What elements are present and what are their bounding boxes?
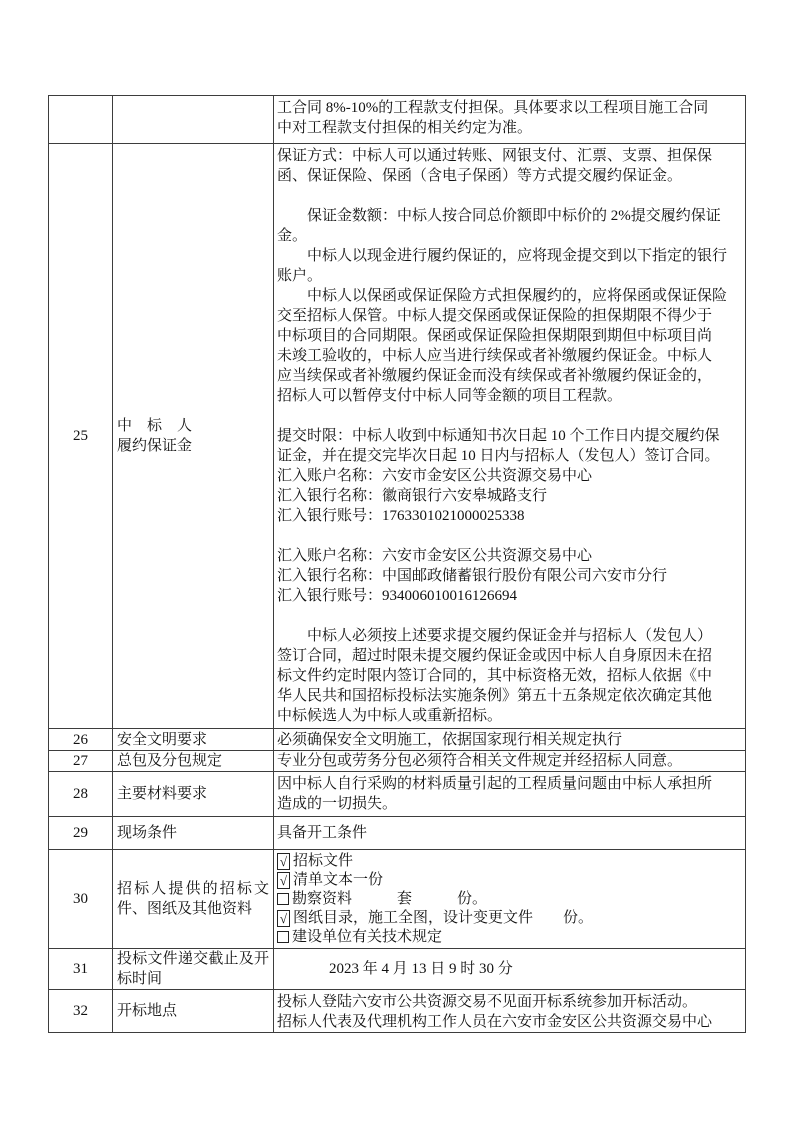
row-label-cell: 投标文件递交截止及开标时间 bbox=[113, 949, 274, 990]
text-line bbox=[277, 186, 742, 206]
row-label-cell: 开标地点 bbox=[113, 990, 274, 1033]
text-line: 未竣工验收的，中标人应当进行续保或者补缴履约保证金。中标人 bbox=[277, 348, 713, 364]
text-line: 签订合同，超过时限未提交履约保证金或因中标人自身原因未在招 bbox=[277, 648, 713, 664]
row-label-cell: 招标人提供的招标文件、图纸及其他资料 bbox=[113, 850, 274, 949]
row-content-cell: 2023 年 4 月 13 日 9 时 30 分 bbox=[274, 949, 746, 990]
text-line: 中 标 人 bbox=[117, 418, 193, 434]
row-number-cell: 26 bbox=[49, 729, 113, 751]
table-row-28 bbox=[49, 772, 746, 817]
table-row-29 bbox=[49, 817, 746, 850]
table-row-32 bbox=[49, 990, 746, 1033]
row-label-cell: 安全文明要求 bbox=[113, 729, 274, 751]
text-line: 因中标人自行采购的材料质量引起的工程质量问题由中标人承担所 bbox=[277, 776, 713, 792]
checklist-item bbox=[277, 871, 742, 890]
checkbox-checked-icon: √ bbox=[277, 872, 290, 889]
text-line: 汇入银行账号：1763301021000025338 bbox=[277, 508, 525, 524]
text-line: 中标人必须按上述要求提交履约保证金并与招标人（发包人） bbox=[277, 628, 713, 644]
text-line: 中标项目的合同期限。保函或保证保险担保期限到期但中标项目尚 bbox=[277, 328, 713, 344]
text-line: 中标人以现金进行履约保证的，应将现金提交到以下指定的银行 bbox=[277, 248, 728, 264]
checklist-item-label: 招标文件 bbox=[293, 853, 354, 869]
checklist-item bbox=[277, 852, 742, 871]
row-content-cell: 具备开工条件 bbox=[274, 817, 746, 850]
text-line: 证金，并在提交完毕次日起 10 日内与招标人（发包人）签订合同。 bbox=[277, 448, 720, 464]
text-line: 投标人登陆六安市公共资源交易不见面开标系统参加开标活动。 bbox=[277, 994, 698, 1010]
text-line: 汇入账户名称：六安市金安区公共资源交易中心 bbox=[277, 468, 593, 484]
text-line bbox=[277, 526, 742, 546]
row-label-cell: 现场条件 bbox=[113, 817, 274, 850]
text-line: 中标候选人为中标人或重新招标。 bbox=[277, 708, 503, 724]
checklist-item bbox=[277, 928, 742, 947]
text-line: 账户。 bbox=[277, 268, 323, 284]
text-line: 汇入银行名称：中国邮政储蓄银行股份有限公司六安市分行 bbox=[277, 568, 668, 584]
table-row-continuation bbox=[49, 96, 746, 144]
text-line: 工合同 8%-10%的工程款支付担保。具体要求以工程项目施工合同 bbox=[277, 100, 709, 116]
row-content-cell: 必须确保安全文明施工，依据国家现行相关规定执行 bbox=[274, 729, 746, 751]
text-line: 中对工程款支付担保的相关约定为准。 bbox=[277, 120, 533, 136]
checkbox-unchecked-icon bbox=[277, 931, 289, 943]
checkbox-unchecked-icon bbox=[277, 893, 289, 905]
row-number-cell: 29 bbox=[49, 817, 113, 850]
row-number-cell: 30 bbox=[49, 850, 113, 949]
row-label-cell bbox=[113, 96, 274, 144]
table-row-25 bbox=[49, 144, 746, 729]
text-line: 金。 bbox=[277, 228, 308, 244]
checkbox-checked-icon: √ bbox=[277, 910, 290, 927]
row-label-cell: 总包及分包规定 bbox=[113, 751, 274, 772]
checkbox-checked-icon: √ bbox=[277, 853, 290, 870]
row-number-cell: 32 bbox=[49, 990, 113, 1033]
text-line: 交至招标人保管。中标人提交保函或保证保险的担保期限不得少于 bbox=[277, 308, 713, 324]
text-line: 汇入银行账号：934006010016126694 bbox=[277, 588, 518, 604]
text-line: 华人民共和国招标投标法实施条例》第五十五条规定依次确定其他 bbox=[277, 688, 713, 704]
text-line: 造成的一切损失。 bbox=[277, 796, 398, 812]
row-content-cell bbox=[274, 850, 746, 949]
text-line: 函、保证保险、保函（含电子保函）等方式提交履约保证金。 bbox=[277, 168, 683, 184]
row-content-cell bbox=[274, 772, 746, 817]
row-number-cell: 25 bbox=[49, 144, 113, 729]
text-line: 标文件约定时限内签订合同的，其中标资格无效，招标人依据《中 bbox=[277, 668, 713, 684]
checklist-item-label: 图纸目录，施工全图，设计变更文件 份。 bbox=[293, 910, 594, 926]
text-line: 汇入银行名称：徽商银行六安皋城路支行 bbox=[277, 488, 548, 504]
table-row-26 bbox=[49, 729, 746, 751]
row-content-cell bbox=[274, 990, 746, 1033]
table-row-31 bbox=[49, 949, 746, 990]
row-label-cell bbox=[113, 144, 274, 729]
checklist-item-label: 清单文本一份 bbox=[293, 872, 384, 888]
row-number-cell bbox=[49, 96, 113, 144]
row-number-cell: 28 bbox=[49, 772, 113, 817]
text-line: 汇入账户名称：六安市金安区公共资源交易中心 bbox=[277, 548, 593, 564]
checklist-item-label: 勘察资料 套 份。 bbox=[292, 891, 488, 907]
checklist-item-label: 建设单位有关技术规定 bbox=[292, 929, 443, 945]
checklist-item bbox=[277, 890, 742, 909]
text-line: 招标人代表及代理机构工作人员在六安市金安区公共资源交易中心 bbox=[277, 1014, 713, 1030]
text-line: 履约保证金 bbox=[117, 438, 193, 454]
text-line: 招标人可以暂停支付中标人同等金额的项目工程款。 bbox=[277, 388, 623, 404]
text-line: 提交时限：中标人收到中标通知书次日起 10 个工作日内提交履约保 bbox=[277, 428, 720, 444]
text-line: 应当续保或者补缴履约保证金而没有续保或者补缴履约保证金的， bbox=[277, 368, 713, 384]
row-number-cell: 27 bbox=[49, 751, 113, 772]
text-line: 中标人以保函或保证保险方式担保履约的，应将保函或保证保险 bbox=[277, 288, 728, 304]
text-line bbox=[277, 406, 742, 426]
row-number-cell: 31 bbox=[49, 949, 113, 990]
text-line: 保证方式：中标人可以通过转账、网银支付、汇票、支票、担保保 bbox=[277, 148, 713, 164]
row-content-cell bbox=[274, 96, 746, 144]
row-content-cell: 专业分包或劳务分包必须符合相关文件规定并经招标人同意。 bbox=[274, 751, 746, 772]
row-content-cell bbox=[274, 144, 746, 729]
checklist-item bbox=[277, 909, 742, 928]
row-label-cell: 主要材料要求 bbox=[113, 772, 274, 817]
text-line: 保证金数额：中标人按合同总价额即中标价的 2%提交履约保证 bbox=[277, 208, 721, 224]
text-line bbox=[277, 606, 742, 626]
tender-conditions-table bbox=[48, 95, 746, 1033]
table-row-27 bbox=[49, 751, 746, 772]
table-row-30 bbox=[49, 850, 746, 949]
